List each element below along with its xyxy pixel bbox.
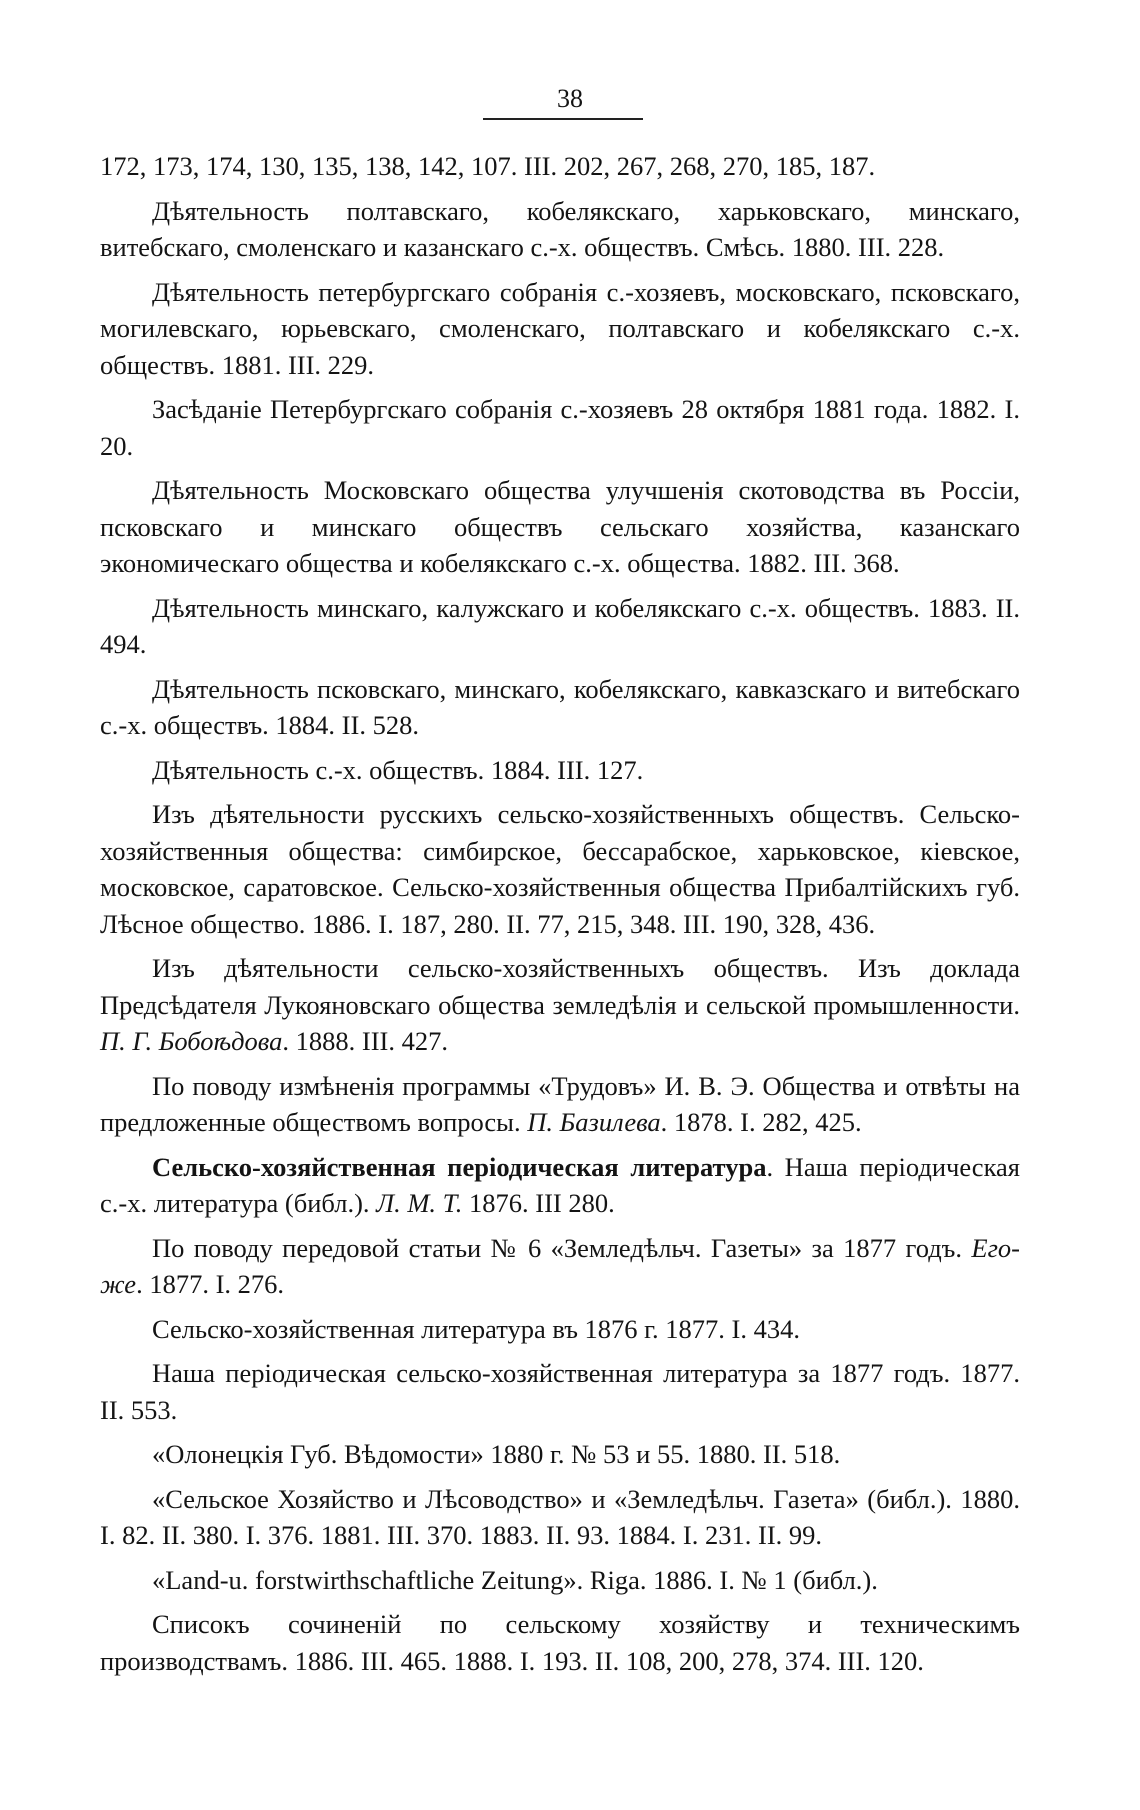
page-number-rule — [483, 118, 643, 120]
entry-author: Л. М. Т. — [376, 1188, 463, 1218]
page-number: 38 — [557, 84, 583, 113]
entry-text: 172, 173, 174, 130, 135, 138, 142, 107. III. 202, 267, 268, 270, 185, 187. — [100, 151, 876, 181]
bibliography-entry — [100, 590, 1020, 663]
bibliography-entry — [100, 752, 1020, 789]
bibliography-entry — [100, 1149, 1020, 1222]
entry-text: Засѣданіе Петербургскаго собранія с.-хозяевъ 28 октября 1881 года. 1882. I. 20. — [100, 394, 1020, 461]
entry-text: Изъ дѣятельности русскихъ сельско-хозяйственныхъ обществъ. Сельско-хозяйственныя общества: симбирское, бессарабское, харьковское, кіевское, московское, саратовское. Сельско-хозяйственныя общества Прибалтійскихъ губ. Лѣсное общество. 1886. I. 187, 280. II. 77, 215, 348. III. 190, 328, 436. — [100, 799, 1020, 939]
entry-text: . 1878. I. 282, 425. — [660, 1107, 862, 1137]
bibliography-entry — [100, 1230, 1020, 1303]
entry-text: По поводу передовой статьи № 6 «Земледѣльч. Газеты» за 1877 годъ. — [152, 1232, 972, 1263]
bibliography-entry — [100, 472, 1020, 582]
entry-author: П. Базилева — [527, 1107, 661, 1137]
entry-text: Наша періодическая сельско-хозяйственная литература за 1877 годъ. 1877. II. 553. — [100, 1358, 1020, 1425]
entry-text: Сельско-хозяйственная литература въ 1876 г. 1877. I. 434. — [152, 1313, 800, 1344]
bibliography-entry — [100, 1562, 1020, 1599]
bibliography-entry — [100, 796, 1020, 942]
bibliography-entry — [100, 950, 1020, 1060]
bibliography-entry — [100, 391, 1020, 464]
bibliography-entry — [100, 1481, 1020, 1554]
bibliography-entry — [100, 193, 1020, 266]
entry-author: Его-же — [100, 1232, 1020, 1299]
entry-text: «Land-u. forstwirthschaftliche Zeitung». Riga. 1886. I. № 1 (библ.). — [152, 1564, 878, 1595]
entry-text: 1876. III 280. — [462, 1188, 615, 1218]
entry-text: . Наша періодическая с.-х. литература (библ.). — [100, 1151, 1020, 1218]
entry-text: «Олонецкія Губ. Вѣдомости» 1880 г. № 53 и 55. 1880. II. 518. — [152, 1439, 841, 1469]
bibliography-entry — [100, 274, 1020, 384]
entry-continuation — [100, 148, 1020, 185]
entry-text: Дѣятельность Московскаго общества улучшенія скотоводства въ Россіи, псковскаго и минскаго обществъ сельскаго хозяйства, казанскаго экономическаго общества и кобелякскаго с.-х. общества. 1882. III. 368. — [100, 475, 1020, 578]
bibliography-entry — [100, 1068, 1020, 1141]
entry-text: Дѣятельность петербургскаго собранія с.-хозяевъ, московскаго, псковскаго, могилевскаго, юрьевскаго, смоленскаго, полтавскаго и кобелякскаго с.-х. обществъ. 1881. III. 229. — [100, 276, 1020, 380]
bibliography-entry — [100, 1606, 1020, 1679]
entry-text: Дѣятельность псковскаго, минскаго, кобелякскаго, кавказскаго и витебскаго с.-х. обществъ. 1884. II. 528. — [100, 673, 1020, 740]
entry-text: . 1888. III. 427. — [282, 1026, 448, 1056]
entry-text: Дѣятельность минскаго, калужскаго и кобелякскаго с.-х. обществъ. 1883. II. 494. — [100, 592, 1020, 659]
entry-text: Дѣятельность полтавскаго, кобелякскаго, харьковскаго, минскаго, витебскаго, смоленскаго и казанскаго с.-х. обществъ. Смѣсь. 1880. III. 228. — [100, 195, 1020, 262]
section-heading: Сельско-хозяйственная періодическая литература — [152, 1151, 767, 1182]
entry-author: П. Г. Бобоѣдова — [100, 1026, 283, 1056]
bibliography-entry — [100, 1355, 1020, 1428]
entry-text: Списокъ сочиненій по сельскому хозяйству и техническимъ производствамъ. 1886. III. 465. 1888. I. 193. II. 108, 200, 278, 374. III. 120. — [100, 1609, 1020, 1676]
entry-text: . 1877. I. 276. — [136, 1269, 285, 1299]
entry-text: По поводу измѣненія программы «Трудовъ» И. В. Э. Общества и отвѣты на предложенные обществомъ вопросы. — [100, 1070, 1020, 1137]
bibliography-text — [100, 148, 1020, 1687]
entry-text: «Сельское Хозяйство и Лѣсоводство» и «Земледѣльч. Газета» (библ.). 1880. I. 82. II. 380. I. 376. 1881. III. 370. 1883. II. 93. 1884. I. 231. II. 99. — [100, 1483, 1020, 1550]
bibliography-entry — [100, 1311, 1020, 1348]
bibliography-entry — [100, 671, 1020, 744]
bibliography-entry — [100, 1436, 1020, 1473]
entry-text: Изъ дѣятельности сельско-хозяйственныхъ обществъ. Изъ доклада Предсѣдателя Лукояновскаго общества земледѣлія и сельской промышленности. — [100, 953, 1020, 1020]
entry-text: Дѣятельность с.-х. обществъ. 1884. III. 127. — [152, 754, 644, 785]
